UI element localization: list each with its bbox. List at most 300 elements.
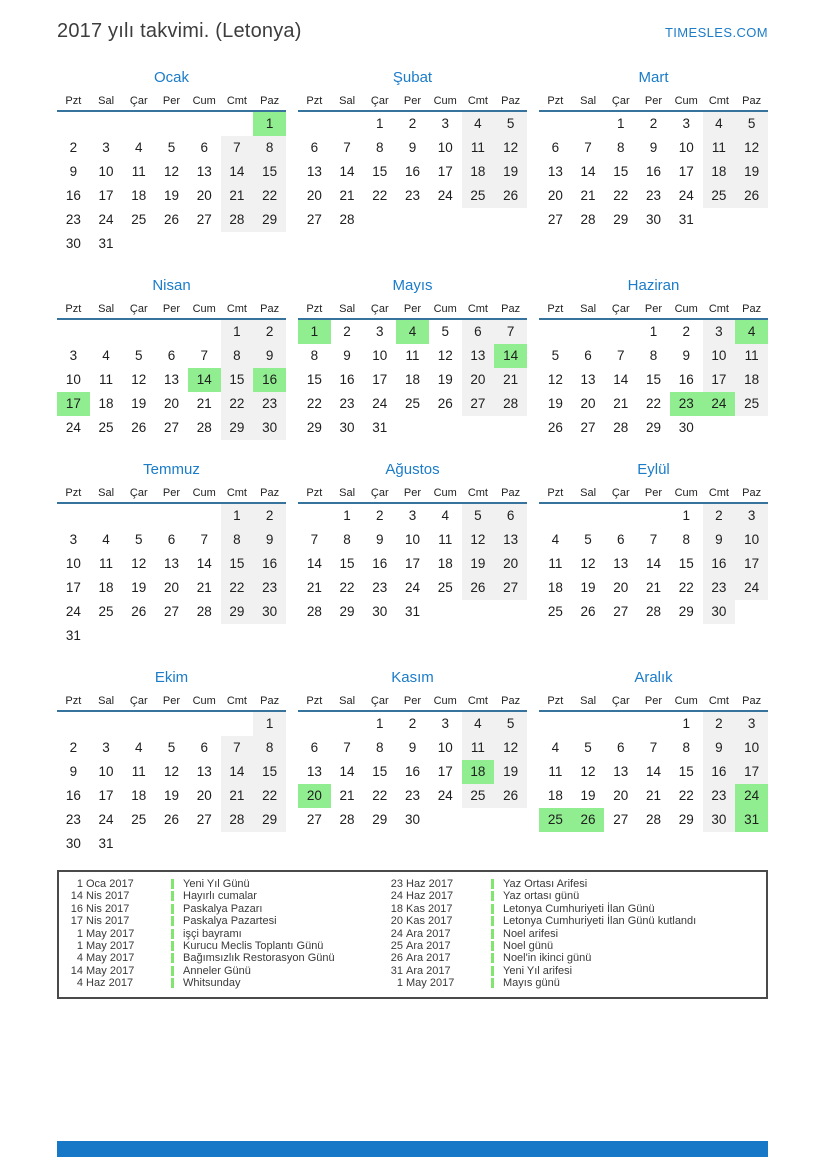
weeks-grid [298, 112, 527, 232]
holiday-tick-icon [489, 940, 503, 952]
date-cell: 9 [408, 140, 417, 155]
weekday-header: Çar [611, 695, 630, 707]
date-cell: 7 [649, 740, 658, 755]
weekday-header: Cmt [467, 303, 488, 315]
empty-cell [155, 320, 188, 344]
empty-cell [396, 208, 429, 232]
month-block [539, 277, 768, 440]
holiday-name: Hayırlı cumalar [183, 890, 257, 903]
date-cell: 5 [441, 324, 449, 339]
month-title: Temmuz [143, 461, 200, 478]
date-cell: 9 [408, 740, 417, 755]
weekday-header: Pzt [65, 95, 82, 107]
holiday-date [69, 928, 169, 940]
empty-cell [90, 112, 123, 136]
date-cell: 23 [253, 576, 286, 600]
holiday-date [69, 977, 169, 989]
date-cell: 16 [253, 368, 286, 392]
date-cell: 16 [678, 372, 694, 387]
holiday-date-day: 18 [390, 902, 403, 915]
date-cell: 9 [649, 140, 658, 155]
date-cell: 12 [131, 556, 147, 571]
holiday-date [389, 903, 489, 915]
holiday-date [69, 940, 169, 952]
date-cell: 16 [253, 552, 286, 576]
holiday-date [69, 890, 169, 902]
date-cell: 11 [131, 164, 146, 179]
holiday-name: Mayıs günü [503, 977, 560, 990]
weekday-header-row [539, 695, 768, 712]
date-cell: 14 [613, 372, 629, 387]
empty-cell [122, 320, 155, 344]
date-cell: 17 [437, 164, 453, 179]
holiday-date-rest: Ara 2017 [406, 952, 451, 965]
date-cell: 16 [65, 188, 81, 203]
date-cell: 27 [613, 604, 629, 619]
empty-cell [572, 504, 605, 528]
holiday-tick-icon [489, 977, 503, 989]
date-cell: 2 [649, 116, 658, 131]
date-cell: 22 [221, 392, 254, 416]
date-cell: 16 [372, 556, 388, 571]
date-cell: 27 [196, 812, 212, 827]
date-cell: 11 [462, 736, 495, 760]
date-cell: 28 [306, 604, 322, 619]
weeks-grid [539, 712, 768, 832]
weekday-header: Cmt [226, 487, 247, 499]
date-cell: 9 [343, 348, 351, 363]
holiday-date-rest: May 2017 [86, 927, 135, 940]
date-cell: 25 [703, 184, 736, 208]
date-cell: 28 [494, 392, 527, 416]
date-cell: 4 [441, 508, 449, 523]
empty-cell [539, 112, 572, 136]
date-cell: 1 [682, 716, 690, 731]
holiday-date-rest: Kas 2017 [406, 915, 453, 928]
holiday-tick-icon [489, 878, 503, 890]
date-cell: 8 [376, 140, 384, 155]
date-cell: 4 [551, 740, 560, 755]
weekday-header: Per [644, 95, 663, 107]
date-cell: 13 [306, 164, 322, 179]
date-cell: 21 [645, 580, 661, 595]
empty-cell [637, 504, 670, 528]
weekday-header: Cmt [708, 95, 729, 107]
date-cell: 8 [682, 532, 690, 547]
weekday-header: Per [403, 303, 422, 315]
date-cell: 14 [196, 556, 212, 571]
date-cell: 20 [462, 368, 495, 392]
date-cell: 10 [372, 348, 388, 363]
holiday-tick-icon [489, 928, 503, 940]
date-cell: 1 [221, 320, 254, 344]
empty-cell [122, 112, 155, 136]
empty-cell [188, 624, 221, 648]
site-link[interactable]: TIMESLES.COM [664, 25, 768, 40]
holiday-date [69, 915, 169, 927]
weekday-header: Pzt [547, 95, 564, 107]
weeks-grid [57, 504, 286, 648]
date-cell: 1 [253, 112, 286, 136]
date-cell: 1 [343, 508, 351, 523]
date-cell: 25 [98, 420, 114, 435]
date-cell: 19 [437, 372, 453, 387]
date-cell: 25 [98, 604, 114, 619]
date-cell: 10 [98, 164, 114, 179]
month-title: Eylül [637, 461, 670, 478]
date-cell: 26 [580, 604, 596, 619]
empty-cell [604, 504, 637, 528]
empty-cell [188, 112, 221, 136]
date-cell: 29 [645, 420, 661, 435]
holiday-date-day: 4 [76, 952, 83, 965]
empty-cell [462, 208, 495, 232]
empty-cell [396, 416, 429, 440]
holiday-tick-icon [169, 878, 183, 890]
month-block [298, 69, 527, 232]
holiday-name: Noel'in ikinci günü [503, 952, 592, 965]
empty-cell [155, 504, 188, 528]
holiday-column-left [69, 878, 389, 990]
holiday-date [389, 940, 489, 952]
date-cell: 11 [438, 532, 453, 547]
weeks-grid [57, 320, 286, 440]
weekday-header: Cum [674, 95, 698, 107]
holiday-name: Letonya Cumhuriyeti İlan Günü [503, 902, 655, 915]
date-cell: 13 [462, 344, 495, 368]
weekday-header: Paz [260, 303, 280, 315]
date-cell: 21 [645, 788, 661, 803]
empty-cell [539, 712, 572, 736]
month-title: Haziran [627, 277, 680, 294]
date-cell: 23 [670, 392, 703, 416]
date-cell: 11 [405, 348, 420, 363]
date-cell: 24 [372, 396, 388, 411]
empty-cell [539, 504, 572, 528]
date-cell: 27 [613, 812, 629, 827]
date-cell: 13 [547, 164, 563, 179]
date-cell: 24 [404, 580, 420, 595]
date-cell: 3 [69, 348, 78, 363]
date-cell: 2 [376, 508, 384, 523]
date-cell: 22 [613, 188, 629, 203]
date-cell: 14 [221, 160, 254, 184]
date-cell: 26 [131, 420, 147, 435]
holiday-date-day: 1 [76, 927, 83, 940]
empty-cell [188, 320, 221, 344]
weekday-header: Sal [580, 695, 597, 707]
date-cell: 12 [163, 764, 179, 779]
weekday-header: Cum [433, 487, 457, 499]
date-cell: 11 [99, 556, 114, 571]
date-cell: 1 [221, 504, 254, 528]
date-cell: 1 [298, 320, 331, 344]
holiday-name: Paskalya Pazartesi [183, 915, 277, 928]
month-title: Mart [638, 69, 669, 86]
month-title: Ağustos [385, 461, 440, 478]
weekday-header: Cum [192, 487, 216, 499]
month-block [57, 69, 286, 256]
weekday-header: Paz [501, 303, 521, 315]
date-cell: 5 [494, 112, 527, 136]
date-cell: 13 [163, 556, 179, 571]
date-cell: 6 [310, 140, 319, 155]
date-cell: 8 [682, 740, 690, 755]
date-cell: 29 [253, 808, 286, 832]
date-cell: 19 [735, 160, 768, 184]
empty-cell [155, 232, 188, 256]
month-title: Nisan [152, 277, 191, 294]
weekday-header: Sal [98, 487, 115, 499]
date-cell: 12 [547, 372, 563, 387]
weekday-header: Per [162, 487, 181, 499]
date-cell: 18 [547, 788, 563, 803]
weekday-header: Çar [611, 303, 630, 315]
date-cell: 25 [462, 784, 495, 808]
date-cell: 17 [735, 760, 768, 784]
date-cell: 13 [613, 764, 629, 779]
date-cell: 20 [306, 188, 322, 203]
weeks-grid [539, 504, 768, 624]
date-cell: 30 [678, 420, 694, 435]
date-cell: 26 [547, 420, 563, 435]
date-cell: 25 [131, 812, 147, 827]
holiday-date [389, 952, 489, 964]
weekday-header: Cmt [467, 695, 488, 707]
date-cell: 2 [69, 140, 78, 155]
date-cell: 31 [98, 236, 114, 251]
empty-cell [494, 808, 527, 832]
date-cell: 26 [163, 812, 179, 827]
weekday-header: Pzt [547, 487, 564, 499]
holiday-name: işçi bayramı [183, 927, 242, 940]
date-cell: 25 [547, 604, 563, 619]
date-cell: 12 [735, 136, 768, 160]
date-cell: 16 [645, 164, 661, 179]
empty-cell [122, 624, 155, 648]
date-cell: 14 [580, 164, 596, 179]
date-cell: 25 [735, 392, 768, 416]
holiday-date-day: 17 [70, 915, 83, 928]
empty-cell [703, 208, 736, 232]
date-cell: 30 [645, 212, 661, 227]
holiday-date-rest: Ara 2017 [406, 964, 451, 977]
holiday-date-rest: Ara 2017 [406, 927, 451, 940]
weekday-header: Cmt [708, 487, 729, 499]
weekday-header: Cum [674, 487, 698, 499]
holiday-date-day: 31 [390, 964, 403, 977]
date-cell: 3 [735, 504, 768, 528]
weekday-header: Pzt [547, 695, 564, 707]
date-cell: 19 [163, 788, 179, 803]
holiday-tick-icon [169, 977, 183, 989]
weeks-grid [539, 320, 768, 440]
date-cell: 19 [580, 788, 596, 803]
date-cell: 3 [69, 532, 78, 547]
weekday-header: Cmt [467, 95, 488, 107]
date-cell: 19 [494, 760, 527, 784]
empty-cell [462, 808, 495, 832]
date-cell: 24 [735, 784, 768, 808]
date-cell: 22 [372, 788, 388, 803]
date-cell: 18 [98, 580, 114, 595]
weekday-header: Paz [260, 95, 280, 107]
date-cell: 29 [221, 416, 254, 440]
empty-cell [331, 112, 364, 136]
empty-cell [462, 416, 495, 440]
date-cell: 24 [65, 420, 81, 435]
date-cell: 3 [441, 116, 449, 131]
empty-cell [703, 416, 736, 440]
date-cell: 11 [131, 764, 146, 779]
empty-cell [221, 232, 254, 256]
date-cell: 20 [494, 552, 527, 576]
date-cell: 18 [547, 580, 563, 595]
holiday-tick-icon [169, 952, 183, 964]
month-title: Mayıs [392, 277, 433, 294]
date-cell: 15 [253, 760, 286, 784]
empty-cell [90, 624, 123, 648]
date-cell: 27 [306, 812, 322, 827]
date-cell: 20 [613, 788, 629, 803]
date-cell: 5 [584, 740, 592, 755]
date-cell: 26 [131, 604, 147, 619]
month-title: Ocak [153, 69, 189, 86]
holiday-name: Yeni Yıl arifesi [503, 964, 573, 977]
weekday-header: Sal [580, 303, 597, 315]
date-cell: 17 [437, 764, 453, 779]
date-cell: 15 [372, 164, 388, 179]
weekday-header: Sal [98, 303, 115, 315]
date-cell: 19 [494, 160, 527, 184]
weekday-header: Cmt [226, 303, 247, 315]
weekday-header: Sal [98, 95, 115, 107]
holiday-date [389, 890, 489, 902]
date-cell: 18 [703, 160, 736, 184]
weekday-header: Paz [501, 487, 521, 499]
date-cell: 14 [645, 764, 661, 779]
empty-cell [221, 112, 254, 136]
date-cell: 17 [735, 552, 768, 576]
empty-cell [57, 320, 90, 344]
weekday-header-row [298, 695, 527, 712]
weekday-header-row [57, 487, 286, 504]
empty-cell [253, 832, 286, 856]
weekday-header: Paz [742, 695, 762, 707]
date-cell: 29 [253, 208, 286, 232]
date-cell: 25 [539, 808, 572, 832]
date-cell: 15 [221, 368, 254, 392]
weekday-header: Pzt [65, 303, 82, 315]
weekday-header: Cmt [708, 695, 729, 707]
date-cell: 25 [462, 184, 495, 208]
date-cell: 22 [221, 576, 254, 600]
date-cell: 2 [253, 320, 286, 344]
date-cell: 2 [703, 712, 736, 736]
date-cell: 29 [678, 812, 694, 827]
empty-cell [221, 712, 254, 736]
date-cell: 8 [617, 140, 625, 155]
holiday-tick-icon [489, 952, 503, 964]
weekday-header: Cum [192, 695, 216, 707]
date-cell: 23 [65, 212, 81, 227]
weekday-header: Çar [611, 487, 630, 499]
month-title: Kasım [391, 669, 434, 686]
weekday-header: Paz [742, 303, 762, 315]
date-cell: 3 [735, 712, 768, 736]
holiday-tick-icon [489, 890, 503, 902]
holiday-tick-icon [169, 928, 183, 940]
date-cell: 22 [253, 184, 286, 208]
weekday-header: Paz [260, 695, 280, 707]
weekday-header-row [298, 487, 527, 504]
date-cell: 6 [584, 348, 592, 363]
weekday-header: Paz [501, 95, 521, 107]
empty-cell [188, 832, 221, 856]
holiday-date-day: 14 [70, 964, 83, 977]
empty-cell [253, 624, 286, 648]
month-title: Ekim [154, 669, 189, 686]
weeks-grid [298, 504, 527, 624]
date-cell: 5 [462, 504, 495, 528]
date-cell: 15 [613, 164, 629, 179]
holiday-date-rest: May 2017 [86, 952, 135, 965]
date-cell: 8 [343, 532, 351, 547]
holiday-date-rest: Haz 2017 [86, 977, 134, 990]
date-cell: 17 [404, 556, 420, 571]
weekday-header: Çar [129, 303, 148, 315]
date-cell: 24 [735, 576, 768, 600]
date-cell: 4 [462, 112, 495, 136]
date-cell: 26 [437, 396, 453, 411]
holiday-name: Yeni Yıl Günü [183, 878, 250, 890]
date-cell: 31 [678, 212, 694, 227]
date-cell: 27 [494, 576, 527, 600]
date-cell: 15 [253, 160, 286, 184]
date-cell: 30 [253, 416, 286, 440]
month-block [298, 669, 527, 832]
date-cell: 25 [404, 396, 420, 411]
weekday-header: Pzt [306, 487, 323, 499]
date-cell: 30 [339, 420, 355, 435]
weekday-header: Paz [742, 487, 762, 499]
holiday-name: Yaz ortası günü [503, 890, 580, 903]
weekday-header-row [57, 695, 286, 712]
date-cell: 9 [703, 528, 736, 552]
date-cell: 7 [310, 532, 319, 547]
holiday-date-rest: Oca 2017 [86, 878, 134, 890]
holiday-date-day: 4 [76, 977, 83, 990]
weekday-header: Paz [260, 487, 280, 499]
date-cell: 27 [306, 212, 322, 227]
weekday-header: Cum [674, 303, 698, 315]
date-cell: 14 [494, 344, 527, 368]
date-cell: 31 [404, 604, 420, 619]
date-cell: 6 [167, 532, 176, 547]
empty-cell [221, 832, 254, 856]
holiday-date-day: 1 [76, 878, 83, 890]
weeks-grid [57, 112, 286, 256]
date-cell: 29 [339, 604, 355, 619]
holiday-tick-icon [169, 915, 183, 927]
header [57, 0, 768, 43]
date-cell: 2 [69, 740, 78, 755]
date-cell: 12 [131, 372, 147, 387]
date-cell: 23 [703, 784, 736, 808]
date-cell: 28 [339, 812, 355, 827]
date-cell: 4 [462, 712, 495, 736]
date-cell: 7 [200, 348, 208, 363]
